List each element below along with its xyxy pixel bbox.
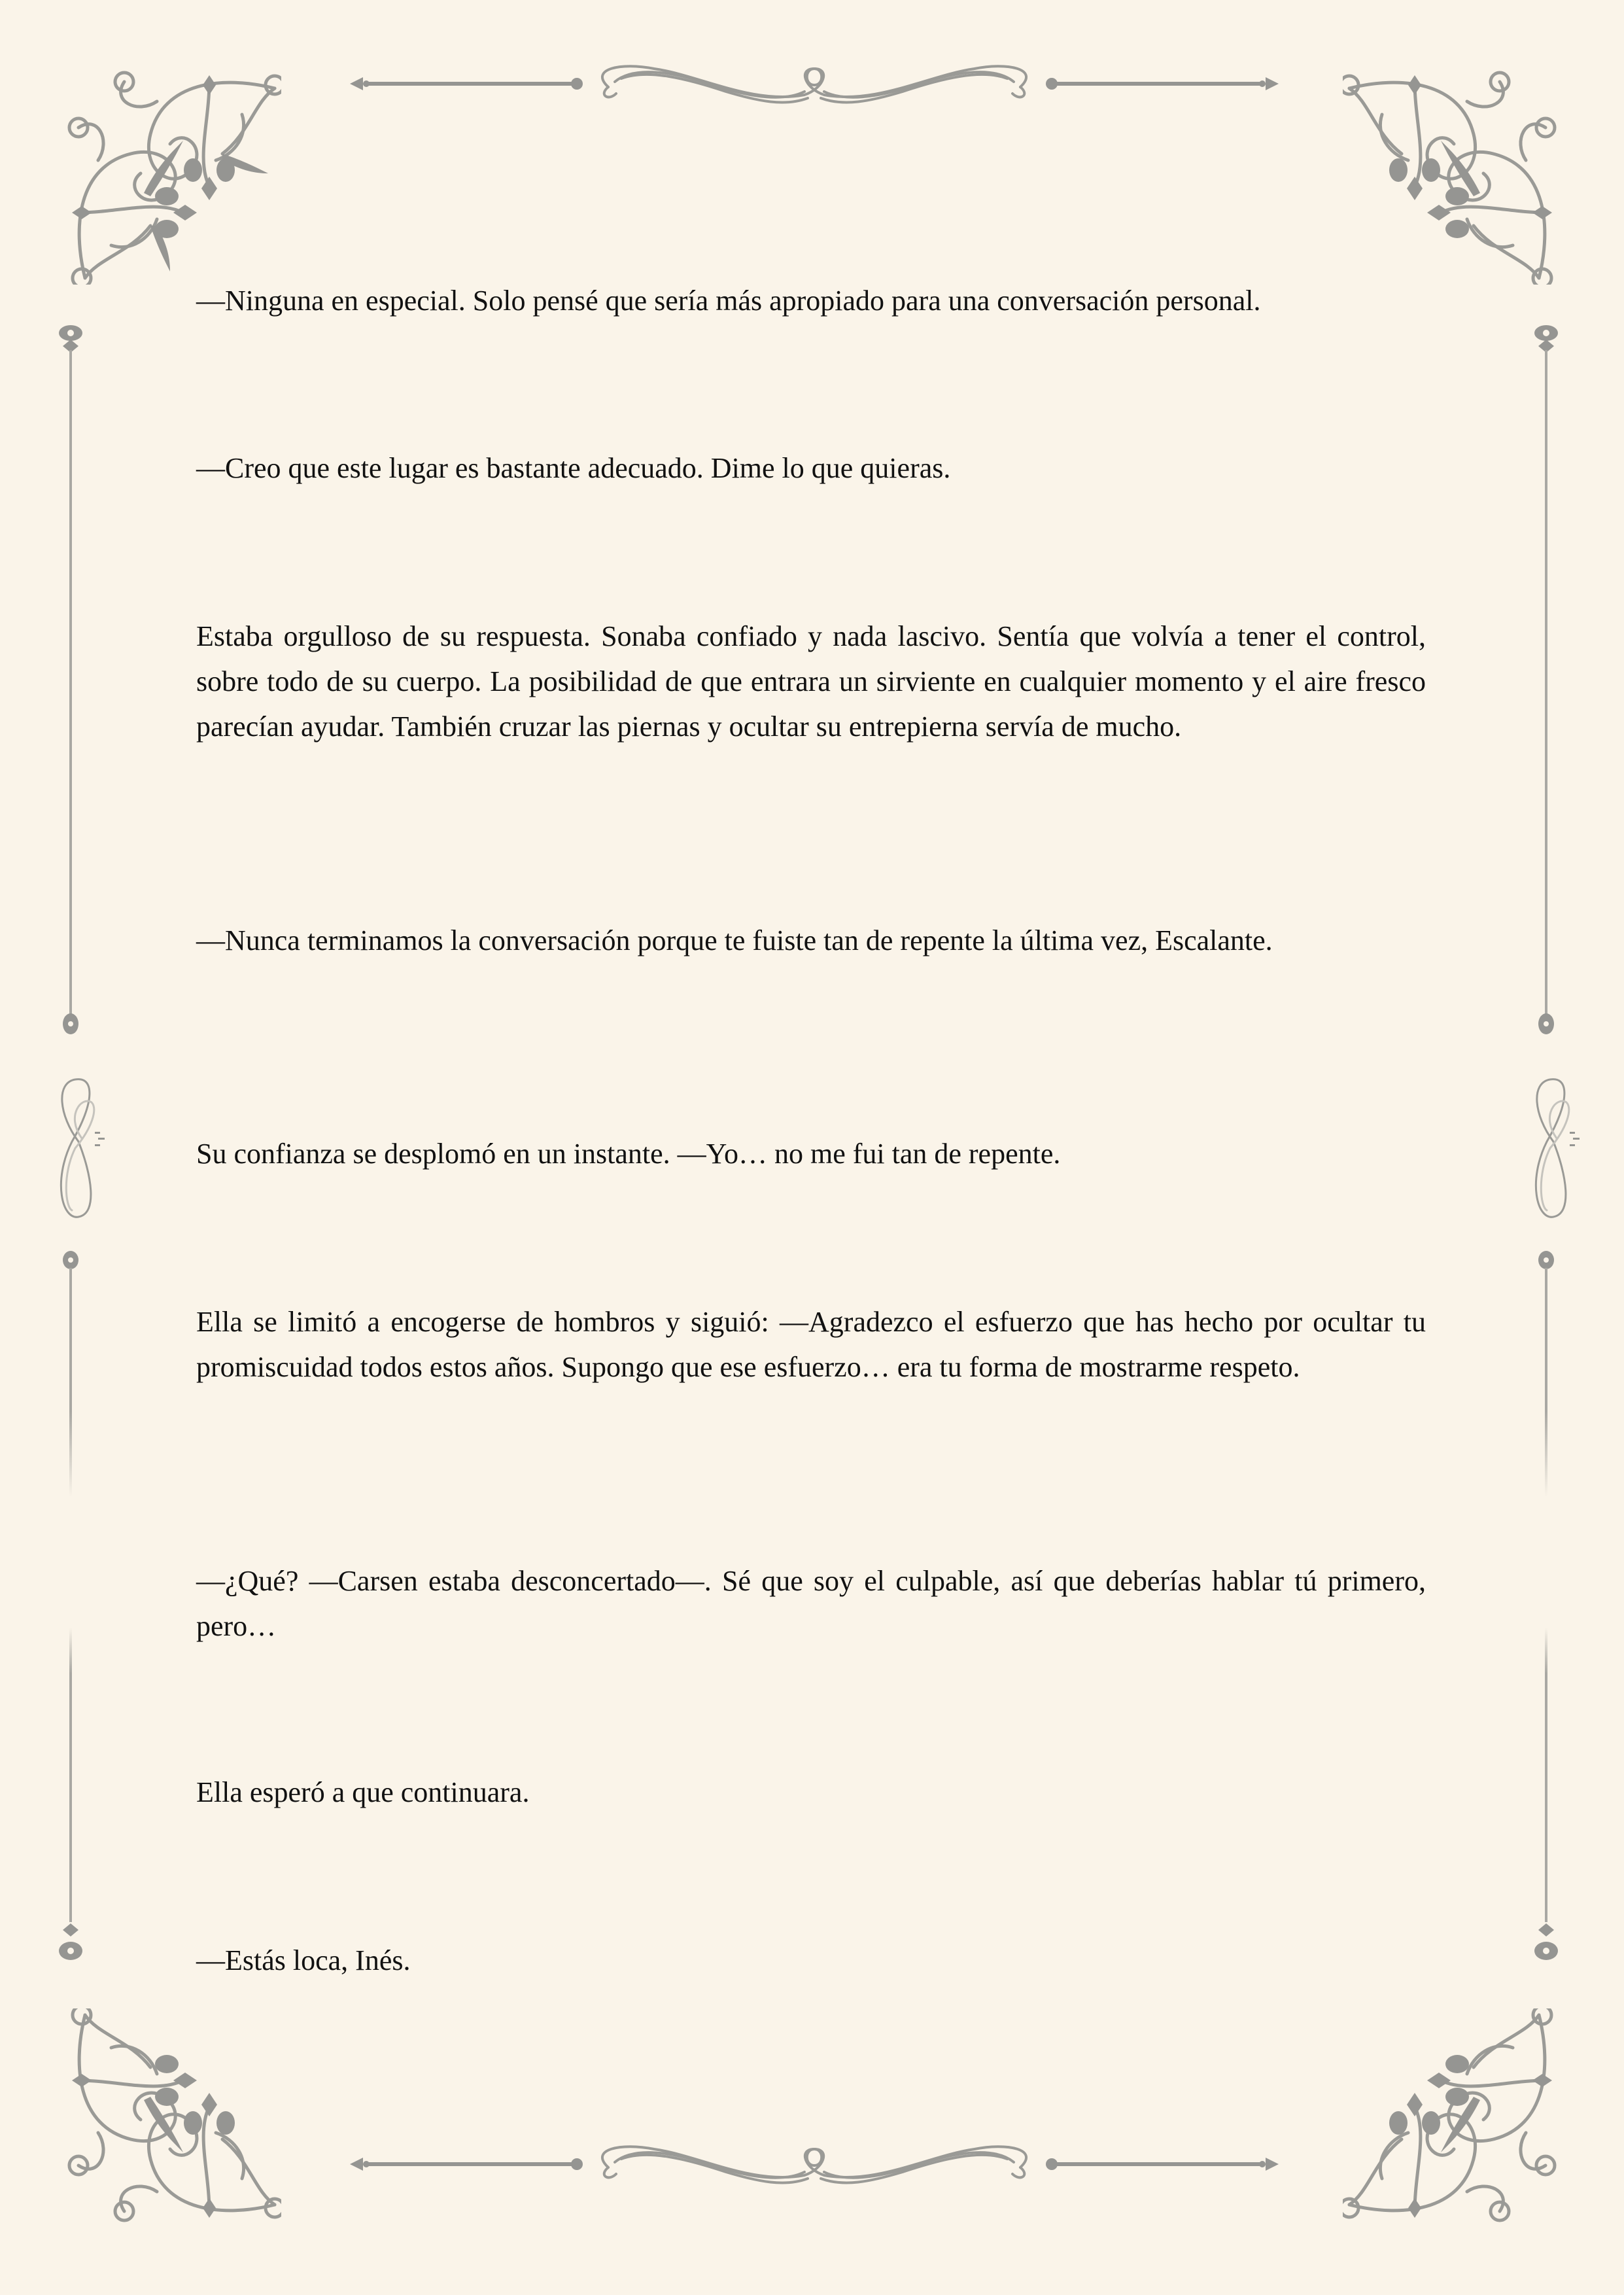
dialogue-paragraph: —Ninguna en especial. Solo pensé que sería más apropiado para una conversación personal.: [196, 285, 1261, 317]
corner-flourish-top-right-icon: [1343, 62, 1565, 285]
right-lower-rod-icon: [1533, 1250, 1559, 1963]
dialogue-paragraph: —Creo que este lugar es bastante adecuado. Dime lo que quieras.: [196, 452, 951, 484]
left-upper-rod-icon: [58, 324, 84, 1037]
right-infinity-knot-icon: [1521, 1070, 1586, 1227]
corner-flourish-bottom-left-icon: [59, 2008, 281, 2231]
narrative-paragraph: Ella se limitó a encogerse de hombros y siguió: —Agradezco el esfuerzo que has hecho por ocultar tu promiscuidad todos estos años. Supongo que ese esfuerzo… era tu forma de mostrarme respeto.: [196, 1306, 1426, 1383]
narrative-paragraph: Estaba orgulloso de su respuesta. Sonaba confiado y nada lascivo. Sentía que volvía a tener el control, sobre todo de su cuerpo. La posibilidad de que entrara un sirviente en cualquier momento y el aire fresco parecían ayudar. También cruzar las piernas y ocultar su entrepierna servía de mucho.: [196, 620, 1426, 743]
bottom-scroll-divider-icon: [347, 2136, 1282, 2195]
right-upper-rod-icon: [1533, 324, 1559, 1037]
dialogue-paragraph: —Nunca terminamos la conversación porque te fuiste tan de repente la última vez, Escalante.: [196, 924, 1273, 956]
narrative-paragraph: Ella esperó a que continuara.: [196, 1776, 530, 1808]
narrative-paragraph: Su confianza se desplomó en un instante. —Yo… no me fui tan de repente.: [196, 1138, 1061, 1170]
left-infinity-knot-icon: [46, 1070, 111, 1227]
dialogue-paragraph: —Estás loca, Inés.: [196, 1944, 411, 1976]
left-lower-rod-icon: [58, 1250, 84, 1963]
dialogue-paragraph: —¿Qué? —Carsen estaba desconcertado—. Sé que soy el culpable, así que deberías hablar tú primero, pero…: [196, 1565, 1426, 1642]
top-scroll-divider-icon: [347, 56, 1282, 114]
corner-flourish-bottom-right-icon: [1343, 2008, 1565, 2231]
corner-flourish-top-left-icon: [59, 62, 281, 285]
